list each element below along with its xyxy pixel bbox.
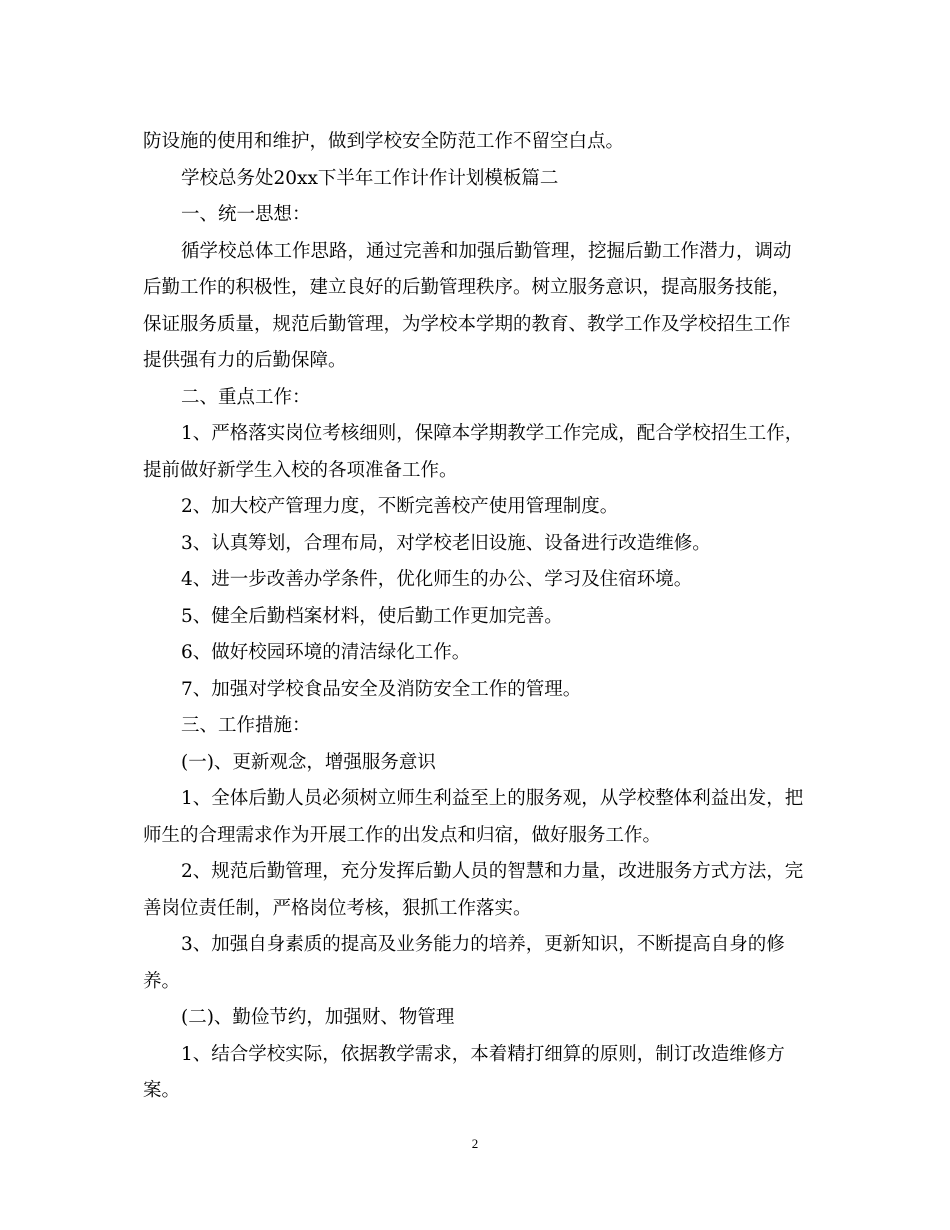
text-line: 1、严格落实岗位考核细则，保障本学期教学工作完成，配合学校招生工作，	[181, 423, 804, 444]
text-line: 3、加强自身素质的提高及业务能力的培养，更新知识，不断提高自身的修	[181, 934, 785, 955]
text-line: 7、加强对学校食品安全及消防安全工作的管理。	[181, 678, 582, 700]
text-line: 循学校总体工作思路，通过完善和加强后勤管理，挖掘后勤工作潜力，调动	[181, 240, 792, 262]
text-line: 2、加大校产管理力度，不断完善校产使用管理制度。	[181, 496, 619, 517]
text-line: 6、做好校园环境的清洁绿化工作。	[181, 642, 471, 663]
text-line: 案。	[143, 1080, 181, 1101]
text-line: 三、工作措施：	[181, 715, 311, 736]
text-line: 提前做好新学生入校的各项准备工作。	[143, 459, 458, 481]
page-number: 2	[471, 1136, 479, 1151]
document-body	[143, 124, 807, 1110]
text-line: 4、进一步改善办学条件，优化师生的办公、学习及住宿环境。	[181, 569, 693, 590]
text-line: 养。	[143, 970, 181, 992]
text-line: (二)、勤俭节约，加强财、物管理	[181, 1007, 455, 1028]
text-line: 师生的合理需求作为开展工作的出发点和归宿，做好服务工作。	[143, 824, 662, 846]
text-line: 保证服务质量，规范后勤管理，为学校本学期的教育、教学工作及学校招生工作	[143, 313, 791, 335]
text-line: 后勤工作的积极性，建立良好的后勤管理秩序。树立服务意识，提高服务技能，	[143, 277, 791, 298]
text-line: 1、全体后勤人员必须树立师生利益至上的服务观，从学校整体利益出发，把	[181, 788, 804, 809]
text-line: 3、认真筹划，合理布局，对学校老旧设施、设备进行改造维修。	[181, 532, 711, 554]
text-line: 学校总务处20xx下半年工作计作计划模板篇二	[181, 167, 559, 189]
text-line: 2、规范后勤管理，充分发挥后勤人员的智慧和力量，改进服务方式方法，完	[181, 861, 804, 882]
text-line: (一)、更新观念，增强服务意识	[181, 751, 436, 773]
text-line: 善岗位责任制，严格岗位考核，狠抓工作落实。	[143, 897, 532, 919]
text-line: 二、重点工作：	[181, 386, 311, 408]
text-line: 防设施的使用和维护，做到学校安全防范工作不留空白点。	[143, 131, 625, 152]
text-line: 提供强有力的后勤保障。	[143, 350, 347, 371]
text-line: 一、统一思想：	[181, 204, 311, 225]
text-line: 1、结合学校实际，依据教学需求，本着精打细算的原则，制订改造维修方	[181, 1043, 785, 1065]
text-line: 5、健全后勤档案材料，使后勤工作更加完善。	[181, 605, 563, 627]
